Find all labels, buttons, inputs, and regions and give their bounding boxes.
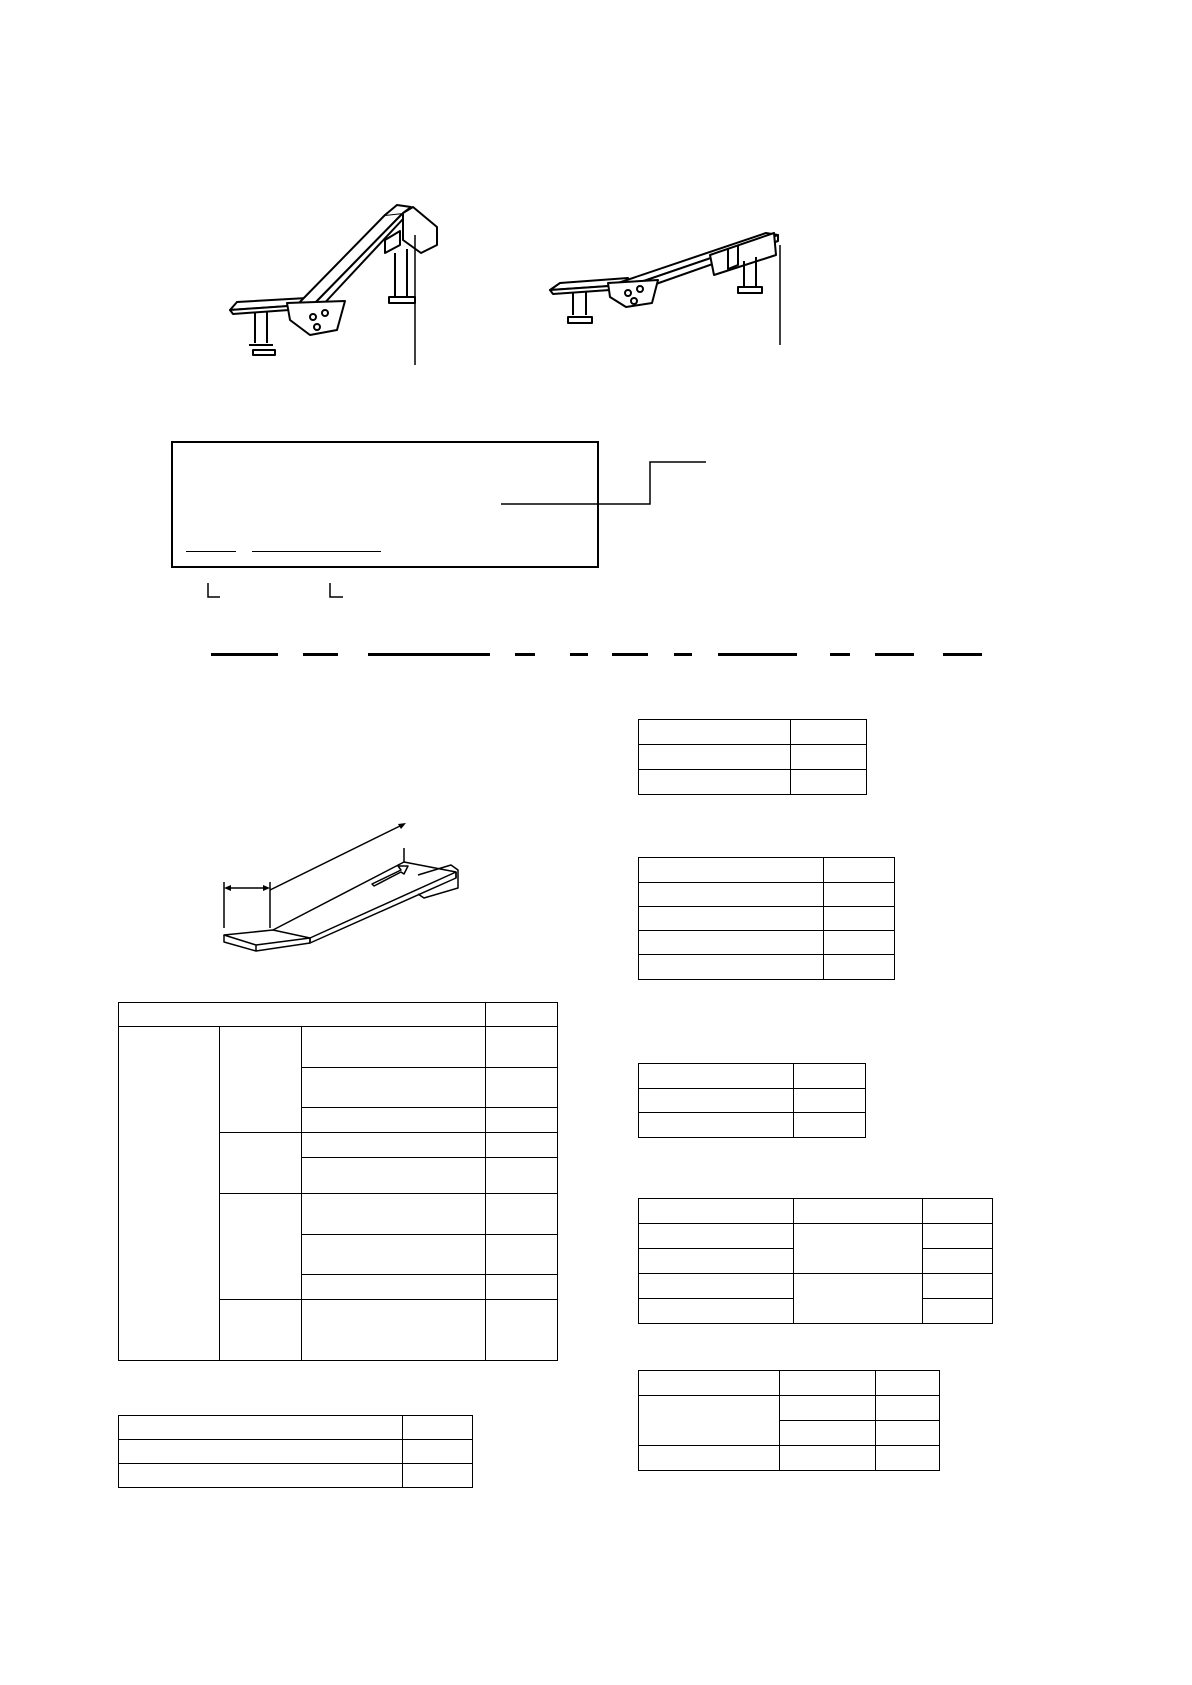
- model-code-segment-11: [943, 653, 982, 656]
- table-cell: [119, 1440, 403, 1464]
- table-cell: [791, 770, 867, 795]
- table-cell: [403, 1440, 473, 1464]
- table-cell: [639, 770, 791, 795]
- table-cell: [923, 1224, 993, 1249]
- table-cell: [824, 907, 895, 931]
- main-spec-header-value: [486, 1003, 558, 1027]
- main-spec-group-2: [220, 1300, 302, 1361]
- table-cell: [302, 1235, 486, 1275]
- table-cell: [824, 858, 895, 883]
- table-cell: [794, 1064, 866, 1089]
- table-cell: [639, 1396, 780, 1446]
- table-cell: [923, 1199, 993, 1224]
- table-cell: [639, 1299, 794, 1324]
- table-cell: [639, 907, 824, 931]
- table-cell: [876, 1421, 940, 1446]
- table-cell: [876, 1371, 940, 1396]
- model-code-segment-3: [368, 653, 490, 656]
- model-code-segment-8: [718, 653, 797, 656]
- table-cell: [302, 1108, 486, 1133]
- table-cell: [486, 1300, 558, 1361]
- table-cell: [639, 1371, 780, 1396]
- table-cell: [780, 1396, 876, 1421]
- table-cell: [639, 1224, 794, 1249]
- model-code-segment-7: [674, 653, 692, 656]
- table-cell: [794, 1089, 866, 1113]
- bottom-left-table: [118, 1415, 473, 1488]
- model-code-segment-4: [515, 653, 535, 656]
- main-spec-sub-1: [220, 1027, 302, 1133]
- table-cell: [486, 1194, 558, 1235]
- model-code-segment-1: [211, 653, 278, 656]
- table-cell: [639, 1249, 794, 1274]
- right-table-5: [638, 1370, 940, 1471]
- right-table-4: [638, 1198, 993, 1324]
- model-code-segment-2: [303, 653, 338, 656]
- table-cell: [302, 1194, 486, 1235]
- right-table-3: [638, 1063, 866, 1138]
- model-code-segment-9: [830, 653, 850, 656]
- table-cell: [486, 1133, 558, 1158]
- right-table-2: [638, 857, 895, 980]
- table-cell: [876, 1446, 940, 1471]
- main-spec-sub-3: [220, 1194, 302, 1300]
- table-cell: [794, 1274, 923, 1324]
- table-cell: [639, 955, 824, 980]
- table-cell: [302, 1133, 486, 1158]
- table-cell: [923, 1249, 993, 1274]
- table-cell: [486, 1275, 558, 1300]
- model-code-segment-6: [612, 653, 648, 656]
- table-cell: [639, 931, 824, 955]
- table-cell: [639, 1274, 794, 1299]
- table-cell: [923, 1274, 993, 1299]
- main-spec-group-1: [119, 1027, 220, 1361]
- table-cell: [824, 931, 895, 955]
- table-cell: [639, 1113, 794, 1138]
- table-cell: [302, 1275, 486, 1300]
- table-cell: [824, 883, 895, 907]
- table-cell: [486, 1108, 558, 1133]
- table-cell: [302, 1158, 486, 1194]
- main-spec-table: [118, 1002, 558, 1361]
- table-cell: [302, 1027, 486, 1068]
- table-cell: [486, 1068, 558, 1108]
- table-cell: [794, 1113, 866, 1138]
- table-cell: [791, 720, 867, 745]
- table-cell: [876, 1396, 940, 1421]
- table-cell: [119, 1416, 403, 1440]
- table-cell: [302, 1300, 486, 1361]
- table-cell: [639, 720, 791, 745]
- model-code-segment-10: [875, 653, 914, 656]
- table-cell: [791, 745, 867, 770]
- table-cell: [403, 1464, 473, 1488]
- model-code-segment-5: [570, 653, 588, 656]
- table-cell: [302, 1068, 486, 1108]
- table-cell: [403, 1416, 473, 1440]
- table-cell: [486, 1027, 558, 1068]
- table-cell: [780, 1446, 876, 1471]
- right-table-1: [638, 719, 867, 795]
- table-cell: [639, 1446, 780, 1471]
- table-cell: [824, 955, 895, 980]
- main-spec-header: [119, 1003, 486, 1027]
- table-cell: [780, 1421, 876, 1446]
- table-cell: [639, 1199, 794, 1224]
- table-cell: [486, 1158, 558, 1194]
- table-cell: [639, 745, 791, 770]
- conveyor-dimension-diagram: [218, 820, 468, 960]
- table-cell: [780, 1371, 876, 1396]
- table-cell: [486, 1235, 558, 1275]
- table-cell: [639, 1089, 794, 1113]
- table-cell: [639, 883, 824, 907]
- table-cell: [794, 1224, 923, 1274]
- main-spec-sub-2: [220, 1133, 302, 1194]
- table-cell: [119, 1464, 403, 1488]
- table-cell: [639, 858, 824, 883]
- table-cell: [794, 1199, 923, 1224]
- table-cell: [639, 1064, 794, 1089]
- table-cell: [923, 1299, 993, 1324]
